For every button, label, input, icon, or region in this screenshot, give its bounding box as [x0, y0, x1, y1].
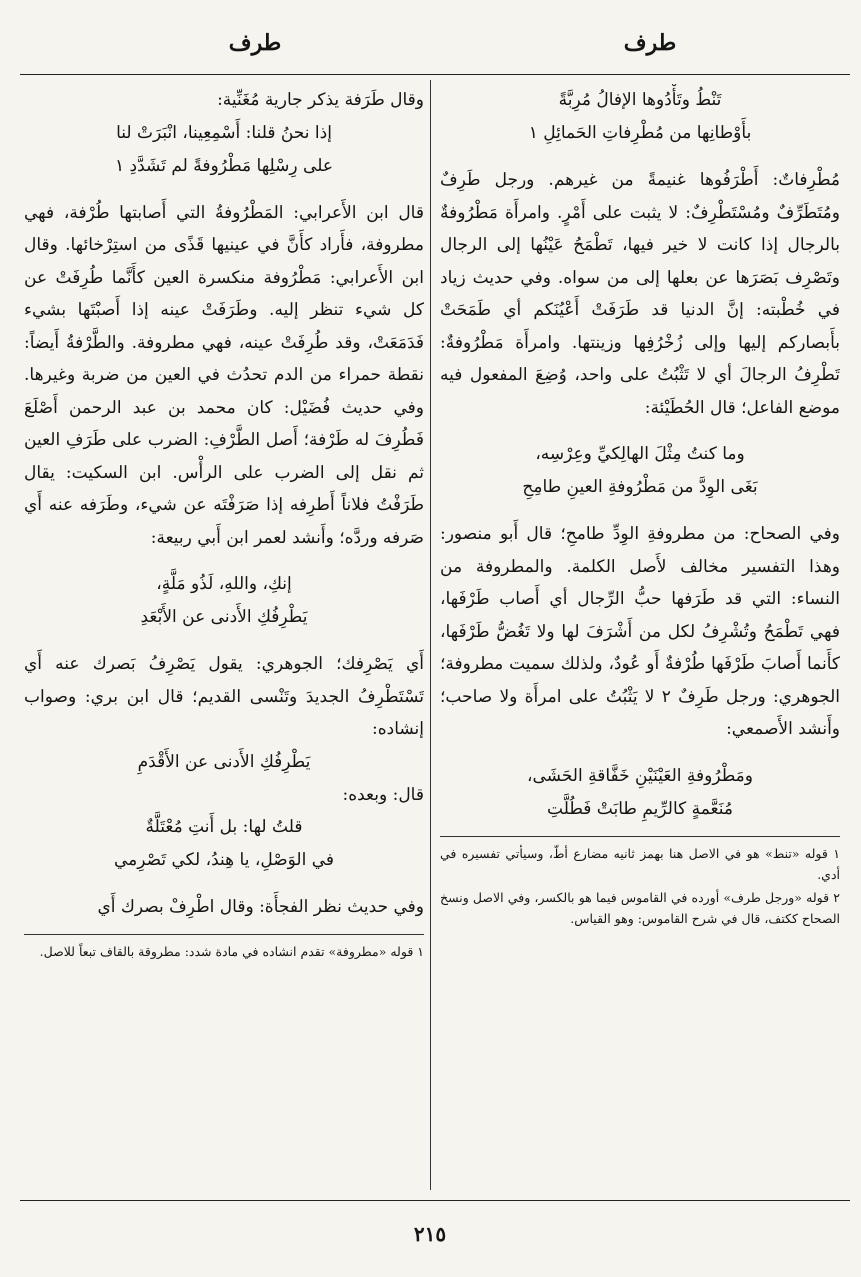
- footnote: ١ قوله «تنط» هو في الاصل هنا بهمز ثانيه مضارع أطّ، وسيأتي تفسيره في أدي.: [440, 845, 840, 882]
- header-left-word: طرف: [228, 30, 282, 56]
- verse-line: في الوَصْلِ، يا هِندُ، لكي تَصْرِمي: [113, 850, 335, 870]
- footnote-rule: [24, 934, 424, 935]
- right-column: [440, 84, 840, 1194]
- header-right-word: طرف: [623, 30, 677, 56]
- verse-line: تَنْطُ وتَأْدُوها الإفالُ مُرِبَّةً: [558, 90, 722, 110]
- paragraph: قال ابن الأَعرابي: المَطْرُوفةُ التي أَصابتها طُرْفة، فهي مطروفة، فأَراد كأَنَّ في عينيها قَذًى من استِرْخائها. وقال ابن الأَعرابي: مَطْرُوفة منكسرة العين كأَنَّما طُرِفَتْ عن كل شيء تنظر إليه. وطَرَفَتْ عينه إذا أَصبْتَها بشيء فَدَمَعَتْ، وقد طُرِفَتْ عينه، فهي مطروفة. والطَّرْفةُ أَيضاً: نقطة حمراء من الدم تحدُث في العين من ضربة وغيرها. وفي حديث فُضَيْل: كان محمد بن عبد الرحمن أَصْلَعَ فَطُرِفَ له طَرْفة؛ أَصل الطَّرْفِ: الضرب على طَرَفِ العين ثم نقل إلى الضرب على الرأْس. ابن السكيت: يقال طَرَفْتُ فلاناً أَطرِفه إذا صَرَفْتَه عن شيء، وطَرَفه عنه أَي صَرفه وردَّه؛ وأَنشد لعمر ابن أَبي ربيعة:: [24, 202, 424, 548]
- verse-line: يَطْرِفُكِ الأَدنى عن الأَقْدَمِ: [137, 751, 311, 772]
- verse-line: قلتُ لها: بل أَنتِ مُعْتَلَّةٌ: [145, 817, 303, 837]
- footnote: ١ قوله «مطروفة» تقدم انشاده في مادة شدد: مطروقة بالقاف تبعاً للاصل.: [39, 943, 424, 959]
- footnote: ٢ قوله «ورجل طرف» أورده في القاموس فيما هو بالكسر، وفي الاصل ونسخ الصحاح ككتف، قال في شرح القاموس: وهو القياس.: [440, 889, 840, 926]
- footnote-rule: [440, 836, 840, 837]
- verse-line: يَطْرِفُكِ الأَدنى عن الأَبْعَدِ: [140, 607, 308, 627]
- verse-line: بَغَى الوِدَّ من مَطْرُوفةِ العينِ طامِحِ: [522, 477, 758, 497]
- verse-line: مُنَعَّمةٍ كالرِّيمِ طابَتْ فَطُلَّتِ: [547, 798, 733, 819]
- paragraph: قال: وبعده:: [342, 784, 424, 805]
- top-rule: [20, 74, 850, 75]
- paragraph: وقال طَرَفة يذكر جارية مُغَنِّية:: [217, 90, 424, 110]
- page-number: ٢١٥: [413, 1222, 447, 1246]
- bottom-rule: [20, 1200, 850, 1201]
- column-divider: [430, 80, 431, 1190]
- verse-line: بأَوْطانِها من مُطْرِفاتِ الحَمائِلِ ١: [528, 123, 752, 143]
- verse-line: ومَطْرُوفةِ العَيْنَيْنِ خَفَّاقةِ الحَشَى،: [527, 765, 753, 786]
- paragraph: أَي يَصْرِفك؛ الجوهري: يقول يَصْرِفُ بَصرك عنه أَي تَسْتَطْرِفُ الجديدَ وتَنْسى القديم؛ قال ابن بري: وصواب إنشاده:: [24, 654, 424, 739]
- verse-line: إنكِ، واللهِ، لَذُو مَلَّةٍ،: [156, 574, 292, 594]
- paragraph: وفي الصحاح: من مطروفةِ الوِدِّ طامحِ؛ قال أَبو منصور: وهذا التفسير مخالف لأَصل الكلمة. والمطروفة من النساء: التي قد طَرَفها حبُّ الرِّجال أي أَصاب طَرْفَها، فهي تَطْمَحُ وتُشْرِفُ لكل من أَشْرَفَ لها ولا تَغُضُّ طَرْفَها، كأَنما أَصابَ طَرْفَها طُرْفةٌ أَو عُودٌ، ولذلك سميت مطروفة؛ الجوهري: ورجل طَرِفٌ ٢ لا يَثْبُتُ على امرأَة ولا صاحب؛ وأَنشد الأَصمعي:: [440, 524, 840, 739]
- paragraph: مُطْرِفاتٌ: أَطْرَفُوها غنيمةً من غيرهم. ورجل طَرِفٌ ومُتَطَرِّفٌ ومُسْتَطْرِفٌ: لا يثبت على أَمْرٍ. وامرأَة مَطْرُوفةٌ بالرجال إذا كانت لا خير فيها، تَطْمَحُ عَيْنُها إلى الرجال وتَصْرِف بَصَرَها عن بعلها إلى من سواه. وفي حديث زياد في خُطْبته: إنَّ الدنيا قد طَرَفَتْ أَعْيُنَكم أي طَمَحَتْ بأَبصاركم إليها وإلى زُخْرُفِها وزينتها. وامرأَة مَطْرُوفةٌ: تَطْرِفُ الرجالَ أي لا تَثْبُتُ على واحد، وُضِعَ المفعول فيه موضع الفاعل؛ قال الحُطَيْئة:: [440, 170, 840, 418]
- paragraph: وفي حديث نظر الفجأَة: وقال اطْرِفْ بصرك أَي: [97, 897, 424, 917]
- verse-line: إذا نحنُ قلنا: أَسْمِعِينا، انْبَرَتْ لنا: [116, 122, 332, 143]
- left-column: [24, 84, 424, 1194]
- verse-line: وما كنتُ مِثْلَ الهالِكيِّ وعِرْسِه،: [535, 444, 745, 464]
- verse-line: على رِسْلِها مَطْرُوفةً لم تَشَدَّدِ ١: [115, 155, 333, 176]
